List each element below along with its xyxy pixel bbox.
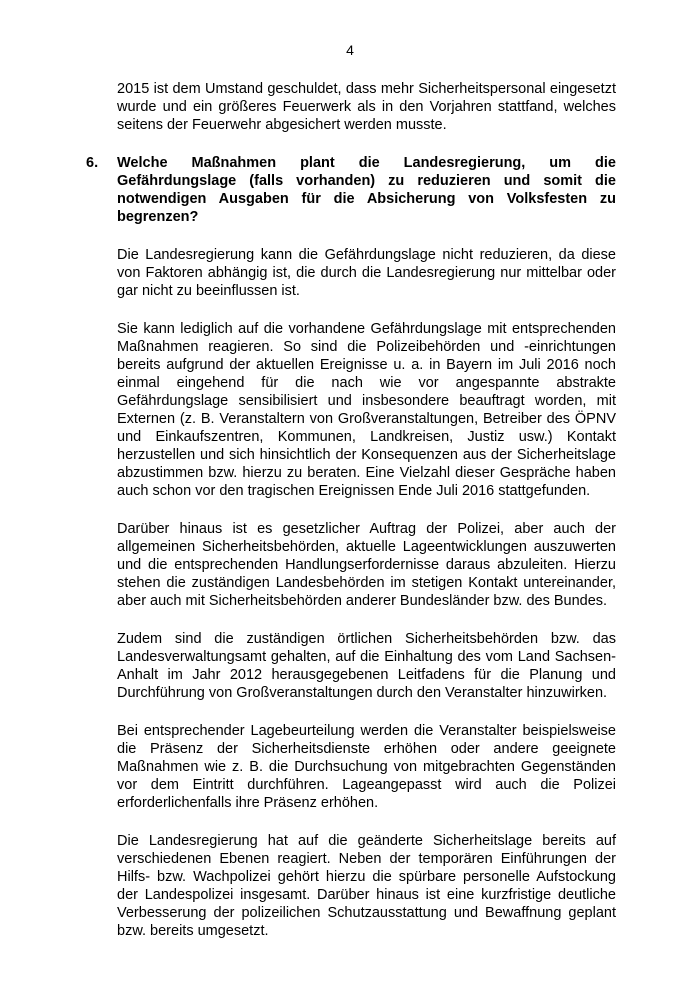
question-number: 6. <box>86 155 99 171</box>
answer-paragraph: Bei entsprechender Lagebeurteilung werden die Veranstalter beispielsweise die Präsenz der Sicherheitsdienste erhöhen oder andere geeignete Maßnahmen wie z. B. die Durchsuchung von mitgebrachten Gegenständen vor dem Eintritt durchführen. Lageangepasst wird auch die Polizei erforderlichenfalls ihre Präsenz erhöhen. <box>117 723 616 811</box>
page-number: 4 <box>346 42 354 58</box>
answer-paragraph: Darüber hinaus ist es gesetzlicher Auftrag der Polizei, aber auch der allgemeinen Sicherheitsbehörden, aktuelle Lageentwicklungen auszuwerten und die entsprechenden Handlungserfordernisse daraus abzuleiten. Hierzu stehen die zuständigen Landesbehörden im stetigen Kontakt untereinander, aber auch mit Sicherheitsbehörden anderer Bundesländer bzw. des Bundes. <box>117 521 616 609</box>
answer-paragraph: Zudem sind die zuständigen örtlichen Sicherheitsbehörden bzw. das Landesverwaltungsamt gehalten, auf die Einhaltung des vom Land Sachsen-Anhalt im Jahr 2012 herausgegebenen Leitfadens für die Planung und Durchführung von Großveranstaltungen durch den Veranstalter hinzuwirken. <box>117 631 616 701</box>
question-block <box>86 154 616 226</box>
answer-paragraph: Die Landesregierung hat auf die geänderte Sicherheitslage bereits auf verschiedenen Ebenen reagiert. Neben der temporären Einführungen der Hilfs- bzw. Wachpolizei gehört hierzu die spürbare personelle Aufstockung der Landespolizei insgesamt. Darüber hinaus ist eine kurzfristige deutliche Verbesserung der polizeilichen Schutzausstattung und Bewaffnung geplant bzw. bereits umgesetzt. <box>117 833 616 939</box>
answer-paragraph: Sie kann lediglich auf die vorhandene Gefährdungslage mit entsprechenden Maßnahmen reagieren. So sind die Polizeibehörden und -einrichtungen bereits aufgrund der aktuellen Ereignisse u. a. in Bayern im Juli 2016 noch einmal eingehend für die nach wie vor angespannte abstrakte Gefährdungslage sensibilisiert und insbesondere beauftragt worden, mit Externen (z. B. Veranstaltern von Großveranstaltungen, Betreiber des ÖPNV und Einkaufszentren, Kommunen, Landkreisen, Justiz usw.) Kontakt herzustellen und sich hinsichtlich der Konsequenzen aus der Sicherheitslage abzustimmen bzw. hierzu zu beraten. Eine Vielzahl dieser Gespräche haben auch schon vor den tragischen Ereignissen Ende Juli 2016 stattgefunden. <box>117 321 616 499</box>
question-text: Welche Maßnahmen plant die Landesregierung, um die Gefährdungslage (falls vorhanden) zu reduzieren und somit die notwendigen Ausgaben für die Absicherung von Volksfesten zu begrenzen? <box>117 155 616 225</box>
document-body <box>86 80 616 960</box>
answer-paragraph: Die Landesregierung kann die Gefährdungslage nicht reduzieren, da diese von Faktoren abhängig ist, die durch die Landesregierung nur mittelbar oder gar nicht zu beeinflussen ist. <box>117 247 616 299</box>
intro-paragraph: 2015 ist dem Umstand geschuldet, dass mehr Sicherheitspersonal eingesetzt wurde und ein größeres Feuerwerk als in den Vorjahren stattfand, welches seitens der Feuerwehr abgesichert werden musste. <box>117 81 616 133</box>
